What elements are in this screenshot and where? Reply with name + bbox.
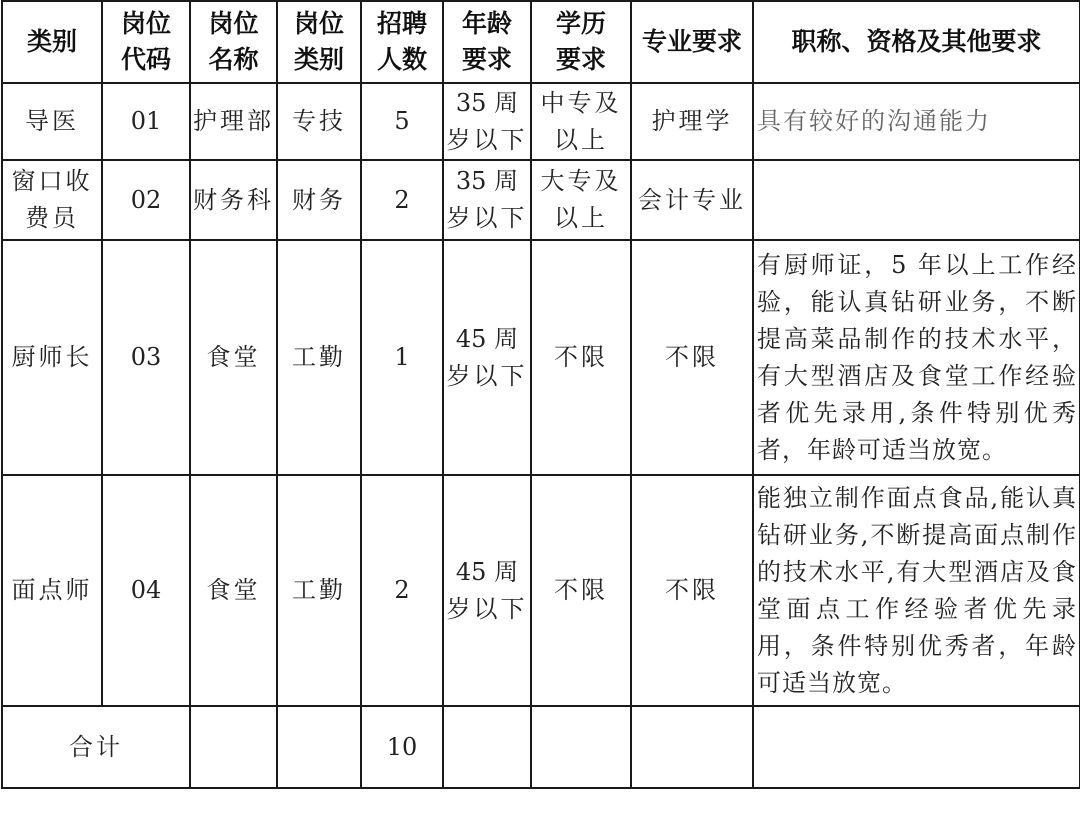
cell-other [753,160,1080,240]
header-age: 年龄 要求 [443,1,531,83]
cell-age: 45 周 岁以下 [443,240,531,475]
cell-name: 护理部 [190,83,277,160]
cell-name: 财务科 [190,160,277,240]
cell-other: 有厨师证，5 年以上工作经验，能认真钻研业务，不断提高菜品制作的技术水平，有大型酒店及食堂工作经验者优先录用,条件特别优秀者，年龄可适当放宽。 [753,240,1080,475]
cell-education: 中专及 以上 [531,83,631,160]
cell-type: 财务 [277,160,361,240]
header-name: 岗位 名称 [190,1,277,83]
cell-name: 食堂 [190,475,277,706]
cell-other: 具有较好的沟通能力 [753,83,1080,160]
total-empty-other [753,706,1080,788]
total-empty-education [531,706,631,788]
header-count: 招聘 人数 [361,1,443,83]
cell-major: 护理学 [631,83,753,160]
cell-category: 厨师长 [2,240,102,475]
total-count: 10 [361,706,443,788]
cell-code: 03 [102,240,190,475]
cell-major: 不限 [631,240,753,475]
total-empty-type [277,706,361,788]
header-code: 岗位 代码 [102,1,190,83]
cell-name: 食堂 [190,240,277,475]
cell-count: 2 [361,475,443,706]
cell-code: 02 [102,160,190,240]
cell-type: 专技 [277,83,361,160]
cell-count: 2 [361,160,443,240]
table-row [2,160,1080,240]
cell-type: 工勤 [277,475,361,706]
total-empty-name [190,706,277,788]
cell-category: 导医 [2,83,102,160]
cell-count: 1 [361,240,443,475]
cell-age: 45 周 岁以下 [443,475,531,706]
header-education: 学历 要求 [531,1,631,83]
table-row [2,83,1080,160]
cell-education: 不限 [531,475,631,706]
cell-age: 35 周 岁以下 [443,83,531,160]
cell-category: 窗口收 费员 [2,160,102,240]
table-row [2,475,1080,706]
cell-education: 大专及 以上 [531,160,631,240]
cell-category: 面点师 [2,475,102,706]
cell-code: 04 [102,475,190,706]
cell-code: 01 [102,83,190,160]
cell-count: 5 [361,83,443,160]
cell-type: 工勤 [277,240,361,475]
cell-major: 不限 [631,475,753,706]
header-major: 专业要求 [631,1,753,83]
header-type: 岗位 类别 [277,1,361,83]
header-other: 职称、资格及其他要求 [753,1,1080,83]
total-empty-major [631,706,753,788]
recruitment-table [1,0,1080,789]
cell-education: 不限 [531,240,631,475]
cell-other: 能独立制作面点食品,能认真钻研业务,不断提高面点制作的技术水平,有大型酒店及食堂面点工作经验者优先录用，条件特别优秀者，年龄可适当放宽。 [753,475,1080,706]
header-row [2,1,1080,83]
total-empty-age [443,706,531,788]
header-category: 类别 [2,1,102,83]
cell-age: 35 周 岁以下 [443,160,531,240]
table-row [2,240,1080,475]
cell-major: 会计专业 [631,160,753,240]
total-label: 合计 [2,706,190,788]
total-row [2,706,1080,788]
